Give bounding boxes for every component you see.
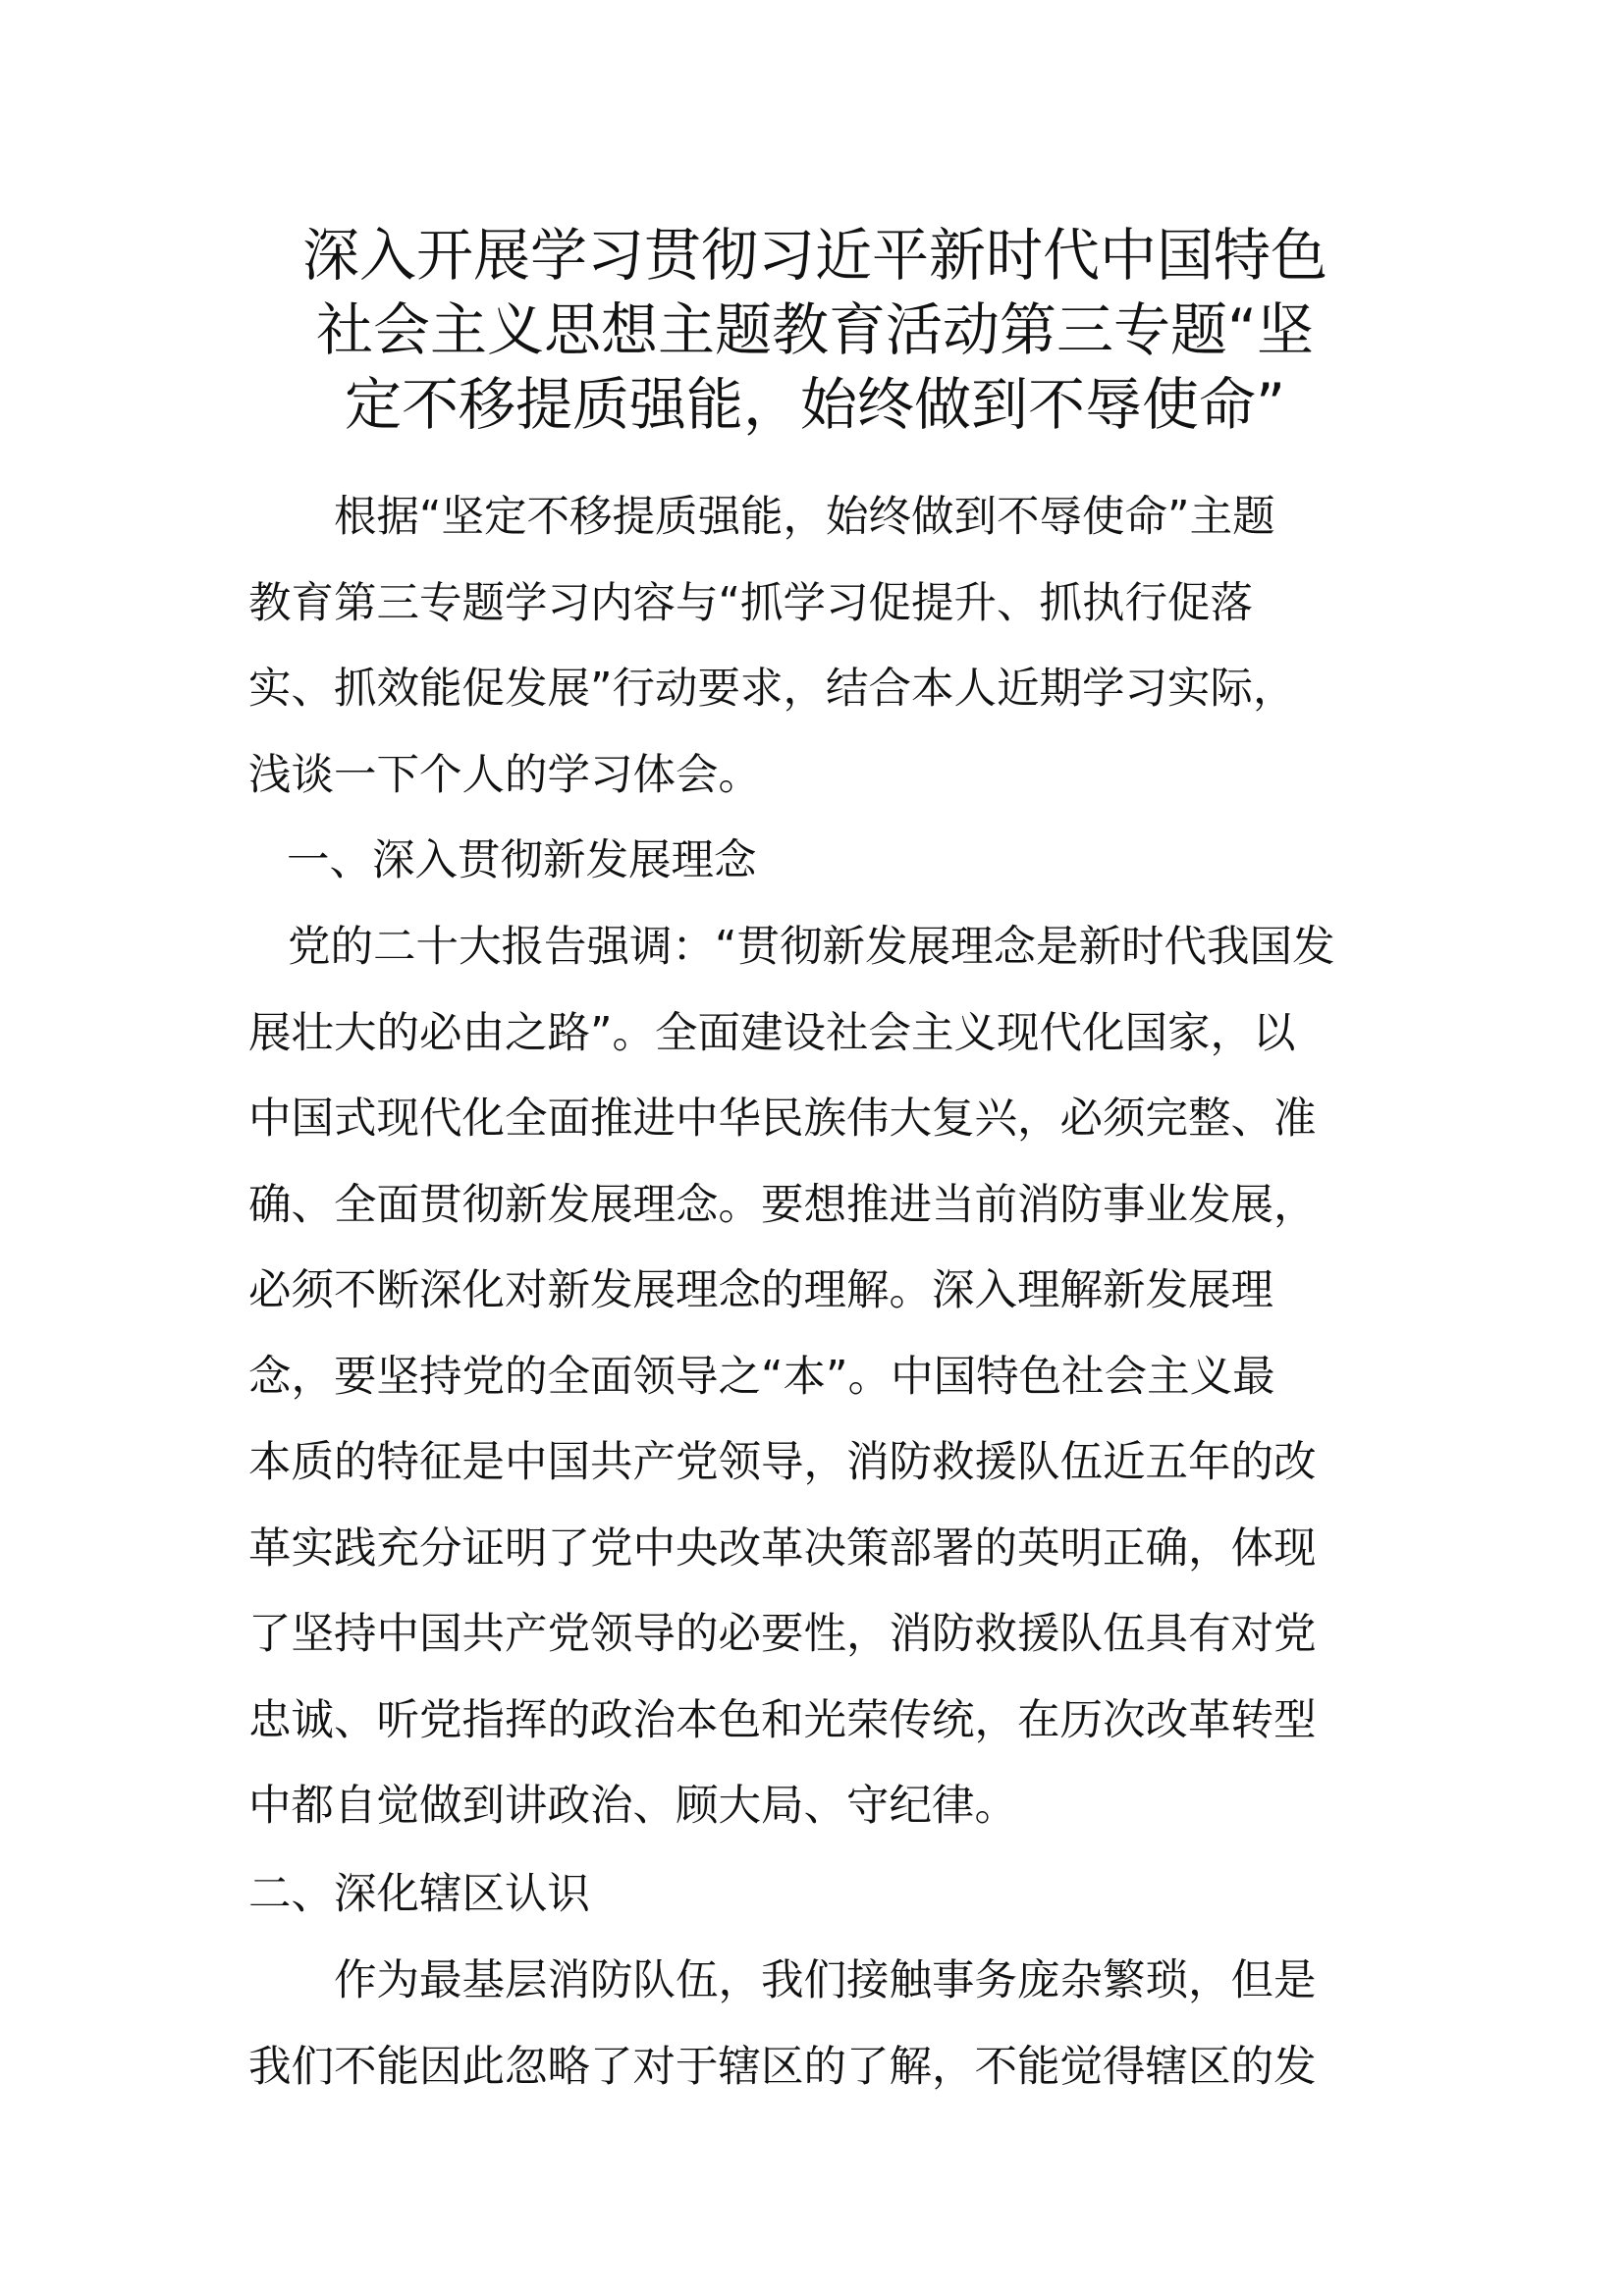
- paragraph-line: 浅谈一下个人的学习体会。: [248, 750, 761, 800]
- paragraph-line: 念，要坚持党的全面领导之“本”。中国特色社会主义最: [248, 1352, 1275, 1402]
- title-line: 社会主义思想主题教育活动第三专题“坚: [315, 296, 1315, 363]
- paragraph-line: 根据“坚定不移提质强能，始终做到不辱使命”主题: [334, 493, 1275, 542]
- paragraph-line: 忠诚、听党指挥的政治本色和光荣传统，在历次改革转型: [248, 1695, 1317, 1745]
- paragraph-line: 必须不断深化对新发展理念的理解。深入理解新发展理: [248, 1266, 1273, 1315]
- paragraph-line: 革实践充分证明了党中央改革决策部署的英明正确，体现: [248, 1523, 1317, 1574]
- paragraph-line: 中都自觉做到讲政治、顾大局、守纪律。: [248, 1782, 1017, 1831]
- section-2-paragraph: [248, 1939, 1387, 2110]
- paragraph-line: 展壮大的必由之路”。全面建设社会主义现代化国家，以: [248, 1008, 1296, 1058]
- intro-paragraph: [248, 475, 1387, 819]
- paragraph-line: 党的二十大报告强调：“贯彻新发展理念是新时代我国发: [288, 923, 1335, 972]
- paragraph-line: 本质的特征是中国共产党领导，消防救援队伍近五年的改: [248, 1438, 1317, 1487]
- title-line: 深入开展学习贯彻习近平新时代中国特色: [301, 222, 1327, 289]
- section-2-heading: 二、深化辖区认识: [248, 1870, 590, 1919]
- paragraph-line: 我们不能因此忽略了对于辖区的了解，不能觉得辖区的发: [248, 2042, 1317, 2092]
- paragraph-line: 教育第三专题学习内容与“抓学习促提升、抓执行促落: [248, 578, 1254, 628]
- paragraph-line: 实、抓效能促发展”行动要求，结合本人近期学习实际，: [248, 665, 1296, 714]
- paragraph-line: 了坚持中国共产党领导的必要性，消防救援队伍具有对党: [248, 1610, 1317, 1659]
- title-line: 定不移提质强能，始终做到不辱使命”: [344, 371, 1286, 438]
- document-title: [245, 218, 1384, 442]
- section-1-paragraph: [248, 905, 1387, 1850]
- paragraph-line: 作为最基层消防队伍，我们接触事务庞杂繁琐，但是: [334, 1956, 1317, 2005]
- paragraph-line: 中国式现代化全面推进中华民族伟大复兴，必须完整、准: [248, 1095, 1317, 1144]
- section-1-heading: 一、深入贯彻新发展理念: [287, 836, 757, 885]
- paragraph-line: 确、全面贯彻新发展理念。要想推进当前消防事业发展，: [248, 1180, 1317, 1230]
